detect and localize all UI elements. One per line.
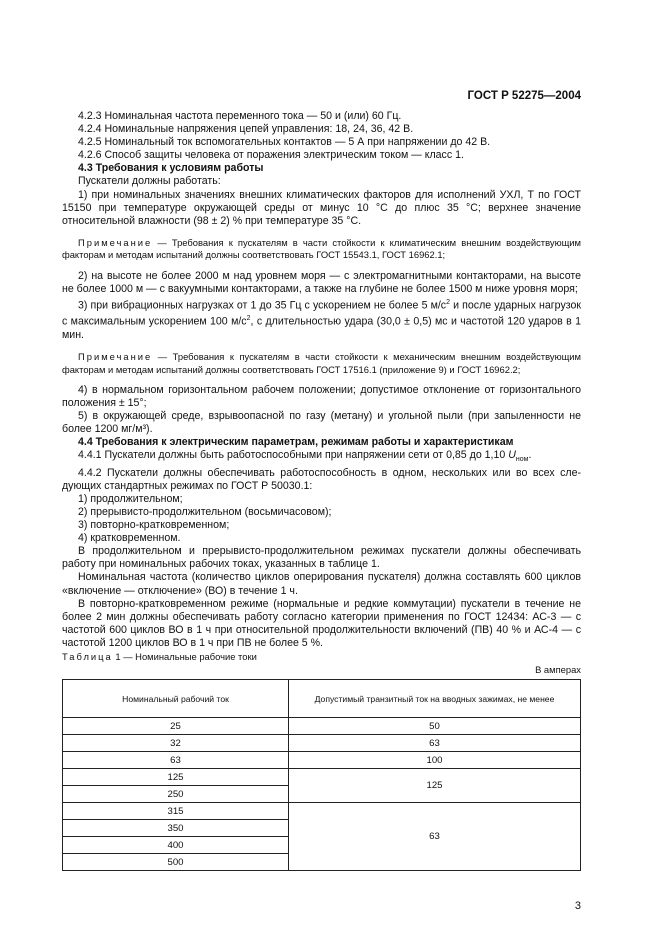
document-body xyxy=(62,110,581,676)
note-text: — Требования к пускателям в части стойкости к механическим внешним воздействующим факторам и методам испытаний должны соответствовать ГОСТ 17516.1 (приложение 9) и ГОСТ 16962.2; xyxy=(62,351,581,375)
table-cell: 315 xyxy=(63,803,289,820)
list-item: 1) продолжительном; xyxy=(78,492,183,505)
table-caption xyxy=(62,650,581,663)
subscript: ном xyxy=(515,456,529,464)
paragraph: 4.4.1 Пускатели должны быть работоспособными при напряжении сети от 0,85 до 1,10 $U_{ном}$. xyxy=(78,449,532,464)
table-cell: 250 xyxy=(63,786,289,803)
table-cell: 125 xyxy=(63,769,289,786)
text: , с длительностью удара (30,0 ± 0,5) мс и частотой 120 ударов в 1 мин. xyxy=(62,316,581,342)
table-cell: 125 xyxy=(289,769,581,803)
list-item: 4) кратковременном. xyxy=(78,532,181,545)
paragraph: Номинальная частота (количество циклов оперирования пускателя) должна составлять 600 циклов «включение — отключение» (ВО) в течение 1 ч. xyxy=(62,571,581,597)
column-header: Номинальный рабочий ток xyxy=(63,680,289,718)
note xyxy=(62,237,581,262)
table-row xyxy=(63,769,581,786)
table-cell: 32 xyxy=(63,735,289,752)
note-label: Примечание xyxy=(78,236,153,248)
table-row xyxy=(63,803,581,820)
paragraph: Пускатели должны работать: xyxy=(78,175,221,188)
paragraph: 5) в окружающей среде, взрывоопасной по газу (метану) и угольной пыли (при запыленности не более 1200 мг/м³). xyxy=(62,410,581,436)
paragraph: 4.4.2 Пускатели должны обеспечивать работоспособность в одном, нескольких или во всех сле-дующих стандартных режимах по ГОСТ Р 50030.1: xyxy=(62,466,581,492)
paragraph: 4) в нормальном горизонтальном рабочем положении; допустимое отклонение от горизонтального положения ± 15°; xyxy=(62,384,581,410)
paragraph: В повторно-кратковременном режиме (нормальные и редкие коммутации) пускатели в течение не более 2 мин должны обеспечивать работу согласно категории применения по ГОСТ 12434: АС-3 — с частотой 600 циклов ВО в 1 ч при относительной продолжительности включений (ПВ) 40 % и АС-4 — с частотой 1200 циклов ВО в 1 ч при ПВ не более 5 %. xyxy=(62,597,581,649)
table-row xyxy=(63,752,581,769)
table-row xyxy=(63,735,581,752)
paragraph: 1) при номинальных значениях внешних климатических факторов для исполнений УХЛ, Т по ГОСТ 15150 при температуре окружающей среды от минус 10 °С до плюс 35 °С; верхнее значение относительной влажности (98 ± 2) % при температуре 35 °С. xyxy=(62,188,581,227)
list-item: 3) повторно-кратковременном; xyxy=(78,519,230,532)
table-unit: В амперах xyxy=(535,664,581,676)
symbol: U xyxy=(508,449,516,462)
section-heading: 4.4 Требования к электрическим параметрам, режимам работы и характеристикам xyxy=(78,436,514,449)
column-header: Допустимый транзитный ток на вводных зажимах, не менее xyxy=(289,680,581,718)
caption-label: Таблица xyxy=(62,650,113,662)
note-text: — Требования к пускателям в части стойкости к климатическим внешним воздействующим факторам и методам испытаний должны соответствовать ГОСТ 15543.1, ГОСТ 16962.1; xyxy=(62,236,581,261)
table-cell: 25 xyxy=(63,718,289,735)
table-cell: 63 xyxy=(289,803,581,871)
section-heading: 4.3 Требования к условиям работы xyxy=(78,162,264,175)
text: и после ударных нагрузок с максимальным ускорением 100 м/с xyxy=(62,299,582,328)
paragraph: 2) на высоте не более 2000 м над уровнем моря — с электромагнитными контакторами, на высоте не более 1000 м — с вакуумными контакторами, а также на глубине не более 1500 м ниже уровня моря; xyxy=(62,269,581,295)
rated-currents-table xyxy=(62,679,581,871)
caption-text: 1 — Номинальные рабочие токи xyxy=(112,650,257,662)
list-item: 2) прерывисто-продолжительном (восьмичасовом); xyxy=(78,505,332,518)
table-cell: 500 xyxy=(63,854,289,871)
note xyxy=(62,351,581,376)
paragraph: 4.2.6 Способ защиты человека от поражения электрическим током — класс 1. xyxy=(78,149,464,162)
paragraph xyxy=(62,296,581,342)
page-number: 3 xyxy=(574,900,581,912)
note-label: Примечание xyxy=(78,351,153,363)
text: 3) при вибрационных нагрузках от 1 до 35 Гц с ускорением не более 5 м/с xyxy=(78,299,447,312)
table-cell: 400 xyxy=(63,837,289,854)
table-cell: 50 xyxy=(289,718,581,735)
text: 4.4.1 Пускатели должны быть работоспособными при напряжении сети от 0,85 до 1,10 xyxy=(78,449,509,462)
table-cell: 63 xyxy=(289,735,581,752)
paragraph: 4.2.5 Номинальный ток вспомогательных контактов — 5 А при напряжении до 42 В. xyxy=(78,136,491,149)
superscript: 2 xyxy=(246,315,251,323)
table-row xyxy=(63,718,581,735)
table-header-row xyxy=(63,680,581,718)
table-cell: 350 xyxy=(63,820,289,837)
document-header: ГОСТ Р 52275—2004 xyxy=(467,90,581,102)
table-cell: 100 xyxy=(289,752,581,769)
table-cell: 63 xyxy=(63,752,289,769)
paragraph: В продолжительном и прерывисто-продолжительном режимах пускатели должны обеспечивать работу при номинальных рабочих токах, указанных в таблице 1. xyxy=(62,545,581,571)
paragraph: 4.2.4 Номинальные напряжения цепей управления: 18, 24, 36, 42 В. xyxy=(78,123,414,136)
paragraph: 4.2.3 Номинальная частота переменного тока — 50 и (или) 60 Гц. xyxy=(78,110,402,122)
superscript: 2 xyxy=(446,298,451,306)
